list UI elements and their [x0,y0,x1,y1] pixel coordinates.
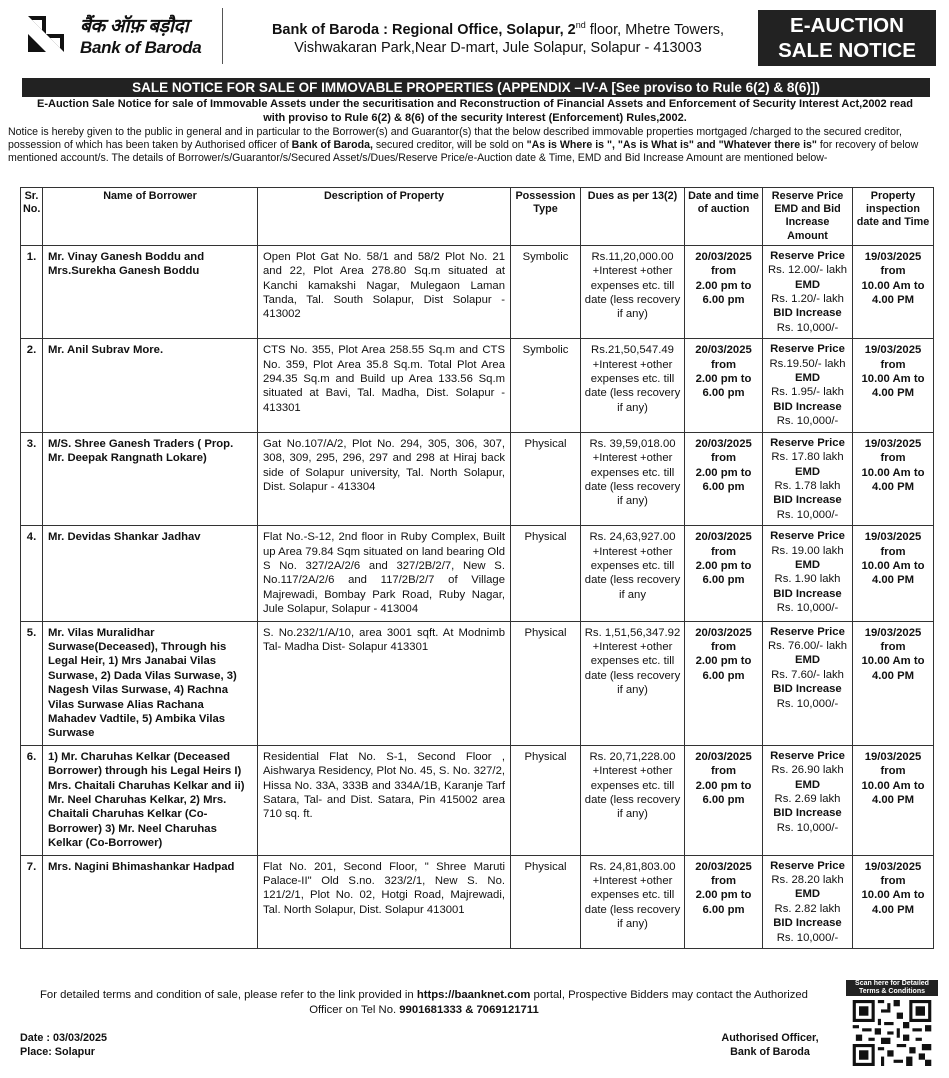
borrower-name: Mr. Anil Subrav More. [48,344,164,357]
authorised-line2: Bank of Baroda [730,1045,810,1058]
header-divider [222,8,223,64]
auction-from: from [710,545,737,558]
cell-dues [581,432,685,525]
property-description: CTS No. 355, Plot Area 258.55 Sq.m and CTS No. 359, Plot Area 35.8 Sq.m. Total Plot Area 294.35 Sq.m and Build up Area 133.56 Sq.m situated at Bavi, Tal. Madha, Dist. Solapur - 413301 [263,344,505,414]
sr-number: 6. [26,750,37,763]
office-name: Bank of Baroda : Regional Office, Solapur, 2 [271,21,576,38]
cell-possession [511,745,581,855]
auction-date: 20/03/2025 [695,750,752,763]
properties-table [20,187,934,949]
cell-auction-date [685,855,763,948]
auction-time: 2.00 pm to 6.00 pm [695,279,752,307]
sr-number: 2. [26,344,37,357]
cell-sr [21,432,43,525]
inspection-time: 10.00 Am to 4.00 PM [861,889,925,916]
dues-note: +Interest +other expenses etc. till date (less recovery if any) [584,765,681,821]
brand-hindi: बैंक ऑफ़ बड़ौदा [80,16,189,37]
cell-sr [21,245,43,338]
property-description: Flat No. 201, Second Floor, " Shree Maruti Palace-II" Old S.no. 323/2/1, New S. No. 121/2/1, Plot No. 02, Hotgi Road, Majrewadi, Tal. North Solapur, Dist. Solapur 413001 [263,860,505,916]
inspection-time: 10.00 Am to 4.00 PM [861,279,925,307]
auction-from: from [710,640,737,653]
dues-note: +Interest +other expenses etc. till date (less recovery if any) [584,358,681,414]
table-row [21,432,934,525]
emd-value: Rs. 1.78 lakh [774,479,841,492]
auction-date: 20/03/2025 [695,531,752,544]
cell-dues [581,245,685,338]
cell-description [258,745,511,855]
cell-sr [21,855,43,948]
cell-description [258,432,511,525]
inspection-time: 10.00 Am to 4.00 PM [861,655,925,682]
inspection-time: 10.00 Am to 4.00 PM [861,779,925,807]
cell-borrower [43,621,258,745]
cell-borrower [43,432,258,525]
bid-value: Rs. 10,000/- [776,697,839,710]
dues-amount: Rs. 39,59,018.00 [589,437,676,450]
cell-inspection [853,855,934,948]
emd-value: Rs. 7.60/- lakh [771,668,844,681]
borrower-name: M/S. Shree Ganesh Traders ( Prop. Mr. Deepak Rangnath Lokare) [48,437,234,465]
bank-of-baroda-logo-icon [24,12,68,56]
emd-label: EMD [794,278,821,291]
header-dues: Dues as per 13(2) [581,188,685,246]
emd-label: EMD [794,888,821,901]
reserve-label: Reserve Price [770,859,845,872]
emd-value: Rs. 1.90 lakh [774,573,841,586]
cell-inspection [853,245,934,338]
auction-from: from [710,765,737,778]
cell-possession [511,339,581,432]
auction-date: 20/03/2025 [695,860,752,873]
cell-reserve-price [763,621,853,745]
emd-value: Rs. 2.82 lakh [774,902,841,915]
emd-label: EMD [794,465,821,478]
cell-inspection [853,621,934,745]
cell-reserve-price [763,855,853,948]
cell-auction-date [685,526,763,621]
auction-date: 20/03/2025 [695,626,752,639]
notice-paragraph [8,126,934,166]
property-description: Open Plot Gat No. 58/1 and 58/2 Plot No. 21 and 22, Plot Area 278.80 Sq.m situated at Kanchi kamakshi Nagar, Mulegaon Laman Tanda, Tal. South Solapur, Dist Solapur - 413002 [263,250,505,321]
sr-number: 5. [26,626,37,639]
cell-reserve-price [763,526,853,621]
inspection-time: 10.00 Am to 4.00 PM [861,466,925,493]
possession-type: Symbolic [522,344,569,357]
cell-dues [581,621,685,745]
property-description: Gat No.107/A/2, Plot No. 294, 305, 306, 307, 308, 309, 295, 296, 297 and 298 at Hiraj back side of Solapur university, Tal. North Solapur, Dist. Solapur - 413304 [263,437,505,493]
dues-amount: Rs. 20,71,228.00 [589,750,676,763]
emd-label: EMD [794,372,821,385]
dues-amount: Rs. 24,81,803.00 [589,860,676,873]
reserve-label: Reserve Price [770,749,845,762]
emd-label: EMD [794,558,821,571]
cell-inspection [853,745,934,855]
possession-type: Physical [524,626,567,639]
bid-label: BID Increase [773,307,842,320]
reserve-value: Rs. 17.80 lakh [771,451,844,464]
cell-reserve-price [763,245,853,338]
office-floor: floor, Mhetre Towers, [585,21,725,38]
property-description: Flat No.-S-12, 2nd floor in Ruby Complex, Built up Area 79.84 Sqm situated on land bearing Old S No. 327/2A/2/6 and 327/2B/2/7, New S. No.117/2A/2/6 and 117/2B/2/7 of Village Majrewadi, Bombay Park Road, Ruby Nagar, Jule Solapur, Solapur - 413004 [263,531,505,616]
possession-type: Physical [524,437,567,450]
office-address [238,16,758,57]
cell-dues [581,526,685,621]
cell-description [258,339,511,432]
reserve-value: Rs. 28.20 lakh [771,874,844,887]
borrower-name: 1) Mr. Charuhas Kelkar (Deceased Borrower) through his Legal Heirs I) Mrs. Chaitali Charuhas Kelkar and ii) Mr. Neel Charuhas Kelkar, 2) Mrs. Chaitali Charuhas Kelkar (Co-Borrower) 3) Mr. Neel Charuhas Kelkar (Co-Borrower) [48,750,245,850]
bid-label: BID Increase [773,587,842,600]
cell-description [258,526,511,621]
inspection-date: 19/03/2025 [864,437,922,450]
bid-label: BID Increase [773,400,842,413]
auction-time: 2.00 pm to 6.00 pm [695,779,752,807]
authorised-officer [700,1032,840,1059]
cell-sr [21,621,43,745]
notice-part2: secured creditor, will be sold on [372,139,527,152]
cell-possession [511,621,581,745]
e-auction-badge [758,10,936,66]
property-description: Residential Flat No. S-1, Second Floor , Aishwarya Residency, Plot No. 45, S. No. 327/2, Hissa No. 33A, 333B and 334A/1B, Karanje Tarf Satara, Tal- and Dist. Satara, Pin 415002 area 710 sq. ft. [263,750,505,821]
e-auction-line1: E-AUCTION [790,14,904,37]
bid-value: Rs. 10,000/- [776,602,839,615]
cell-description [258,245,511,338]
auction-time: 2.00 pm to 6.00 pm [695,655,752,682]
bid-label: BID Increase [773,917,842,930]
auction-time: 2.00 pm to 6.00 pm [695,373,752,400]
auction-time: 2.00 pm to 6.00 pm [695,466,752,493]
bid-value: Rs. 10,000/- [776,821,839,834]
reserve-value: Rs.19.50/- lakh [769,357,846,370]
qr-code-icon[interactable] [852,1000,932,1066]
phone-numbers: 9901681333 & 7069121711 [399,1003,539,1016]
inspection-from: from [880,545,906,558]
dues-note: +Interest +other expenses etc. till date (less recovery if any) [584,875,681,931]
auction-date: 20/03/2025 [695,437,752,450]
cell-description [258,855,511,948]
notice-bank: Bank of Baroda, [291,139,373,152]
inspection-time: 10.00 Am to 4.00 PM [861,373,925,400]
terms-mid: portal, Prospective Bidders may contact the Authorized Officer on Tel No. [309,989,808,1016]
reserve-label: Reserve Price [770,530,845,543]
date-place [20,1032,107,1059]
auction-time: 2.00 pm to 6.00 pm [695,559,752,587]
inspection-date: 19/03/2025 [864,626,922,639]
cell-inspection [853,432,934,525]
header-poss: Possession Type [511,188,581,246]
header-insp: Property inspection date and Time [853,188,934,246]
cell-possession [511,245,581,338]
dues-amount: Rs. 24,63,927.00 [589,531,676,544]
sr-number: 7. [26,860,37,873]
notice-date: Date : 03/03/2025 [20,1032,108,1044]
cell-auction-date [685,245,763,338]
reserve-value: Rs. 19.00 lakh [771,544,844,557]
cell-reserve-price [763,745,853,855]
bid-value: Rs. 10,000/- [776,415,839,428]
inspection-date: 19/03/2025 [864,750,922,763]
bid-label: BID Increase [773,807,842,820]
cell-reserve-price [763,339,853,432]
table-row [21,855,934,948]
emd-label: EMD [794,778,821,791]
cell-dues [581,339,685,432]
cell-possession [511,855,581,948]
cell-sr [21,526,43,621]
cell-borrower [43,526,258,621]
header-date: Date and time of auction [685,188,763,246]
possession-type: Physical [524,531,567,544]
bid-label: BID Increase [773,494,842,507]
notice-as-is: "As is Where is ", "As is What is" and "Whatever there is" [526,139,817,152]
sr-number: 1. [26,250,37,263]
table-row [21,621,934,745]
cell-dues [581,745,685,855]
cell-auction-date [685,339,763,432]
notice-part3: for recovery of below mentioned account/s. The details of Borrower/s/Guarantor/s/Secured Asset/s/Dues/Reserve Price/e-Auction date & Time, EMD and Bid Increase Amount are mentioned below- [8,139,919,165]
office-line2: Vishwakaran Park,Near D-mart, Jule Solapur, Solapur - 413003 [294,39,702,56]
header-sr: Sr. No. [21,188,43,246]
inspection-from: from [880,875,906,888]
cell-dues [581,855,685,948]
cell-auction-date [685,745,763,855]
bank-logo [24,10,209,64]
cell-description [258,621,511,745]
inspection-date: 19/03/2025 [864,860,922,873]
cell-sr [21,339,43,432]
borrower-name: Mr. Devidas Shankar Jadhav [48,531,201,544]
table-row [21,339,934,432]
auction-from: from [710,358,737,371]
dues-amount: Rs. 1,51,56,347.92 [584,626,681,639]
table-header-row [21,188,934,246]
inspection-date: 19/03/2025 [864,250,922,263]
cell-borrower [43,245,258,338]
qr-label: Scan here for Detailed Terms & Conditions [846,980,938,996]
emd-value: Rs. 1.95/- lakh [771,386,844,399]
possession-type: Physical [524,860,567,873]
bid-value: Rs. 10,000/- [776,508,839,521]
cell-borrower [43,855,258,948]
reserve-value: Rs. 76.00/- lakh [767,639,848,652]
reserve-label: Reserve Price [770,249,845,262]
cell-auction-date [685,621,763,745]
header-price: Reserve Price EMD and Bid Increase Amount [763,188,853,246]
notice-subtitle: E-Auction Sale Notice for sale of Immovable Assets under the securitisation and Reconstruction of Financial Assets and Enforcement of Security Interest Act,2002 read with proviso to Rule 6(2) & 8(6) of the security Interest (Enforcement) Rules,2002. [37,98,913,124]
dues-note: +Interest +other expenses etc. till date (less recovery if any [584,545,681,601]
notice-title: SALE NOTICE FOR SALE OF IMMOVABLE PROPERTIES (APPENDIX –IV-A [See proviso to Rule 6(2) & 8(6)]) [22,78,930,97]
cell-auction-date [685,432,763,525]
auction-from: from [710,875,737,888]
sr-number: 3. [26,437,37,450]
borrower-name: Mr. Vilas Muralidhar Surwase(Deceased), Through his Legal Heir, 1) Mrs Janabai Vilas Surwase, 2) Dada Vilas Surwase, 3) Nagesh Vilas Surwase, 4) Rachna Vilas Surwase Alias Rachana Mahadev Vadtile, 5) Ambika Vilas Surwase [48,626,237,740]
cell-reserve-price [763,432,853,525]
inspection-from: from [880,452,906,465]
dues-note: +Interest +other expenses etc. till date (less recovery if any) [584,265,681,321]
dues-note: +Interest +other expenses etc. till date (less recovery if any) [584,640,681,697]
auction-from: from [710,452,737,465]
possession-type: Symbolic [522,250,569,263]
inspection-from: from [880,640,906,653]
reserve-value: Rs. 26.90 lakh [771,764,844,777]
reserve-label: Reserve Price [770,436,845,449]
table-row [21,745,934,855]
authorised-line1: Authorised Officer, [721,1032,819,1044]
cell-possession [511,526,581,621]
auction-date: 20/03/2025 [695,344,752,357]
inspection-time: 10.00 Am to 4.00 PM [861,559,925,587]
cell-inspection [853,339,934,432]
cell-borrower [43,339,258,432]
cell-inspection [853,526,934,621]
e-auction-line2: SALE NOTICE [778,39,916,62]
cell-possession [511,432,581,525]
brand-english: Bank of Baroda [80,38,202,57]
bid-value: Rs. 10,000/- [776,321,839,334]
possession-type: Physical [524,750,567,763]
bid-label: BID Increase [773,683,842,696]
emd-label: EMD [794,654,821,667]
terms-pre: For detailed terms and condition of sale, please refer to the link provided in [40,989,417,1001]
notice-place: Place: Solapur [20,1045,96,1058]
reserve-value: Rs. 12.00/- lakh [767,264,848,277]
footer-terms [24,988,824,1017]
inspection-from: from [880,765,906,778]
header-name: Name of Borrower [43,188,258,246]
portal-link[interactable]: https://baanknet.com [416,989,531,1001]
bid-value: Rs. 10,000/- [776,931,839,944]
header-desc: Description of Property [258,188,511,246]
reserve-label: Reserve Price [770,625,845,638]
auction-from: from [710,265,737,278]
auction-time: 2.00 pm to 6.00 pm [695,889,752,916]
auction-date: 20/03/2025 [695,250,752,263]
borrower-name: Mr. Vinay Ganesh Boddu and Mrs.Surekha Ganesh Boddu [48,250,205,278]
cell-sr [21,745,43,855]
header [16,6,936,70]
emd-value: Rs. 1.20/- lakh [771,293,844,306]
dues-amount: Rs.21,50,547.49 [591,344,674,357]
dues-amount: Rs.11,20,000.00 [591,250,674,263]
sr-number: 4. [26,531,37,544]
reserve-label: Reserve Price [770,343,845,356]
notice-part1: Notice is hereby given to the public in general and in particular to the Borrower(s) and Guarantor(s) that the below described immovable properties mortgaged /charged to the secured creditor, possession of which has been taken by Authorised officer of [8,126,902,152]
dues-note: +Interest +other expenses etc. till date (less recovery if any) [584,452,681,508]
inspection-date: 19/03/2025 [864,531,922,544]
floor-suffix: nd [575,20,586,30]
inspection-date: 19/03/2025 [864,344,922,357]
inspection-from: from [880,358,906,371]
qr-block [846,980,938,1068]
property-description: S. No.232/1/A/10, area 3001 sqft. At Modnimb Tal- Madha Dist- Solapur 413301 [263,626,505,653]
borrower-name: Mrs. Nagini Bhimashankar Hadpad [48,860,235,873]
table-row [21,245,934,338]
inspection-from: from [880,265,906,278]
emd-value: Rs. 2.69 lakh [774,793,841,806]
cell-borrower [43,745,258,855]
table-row [21,526,934,621]
